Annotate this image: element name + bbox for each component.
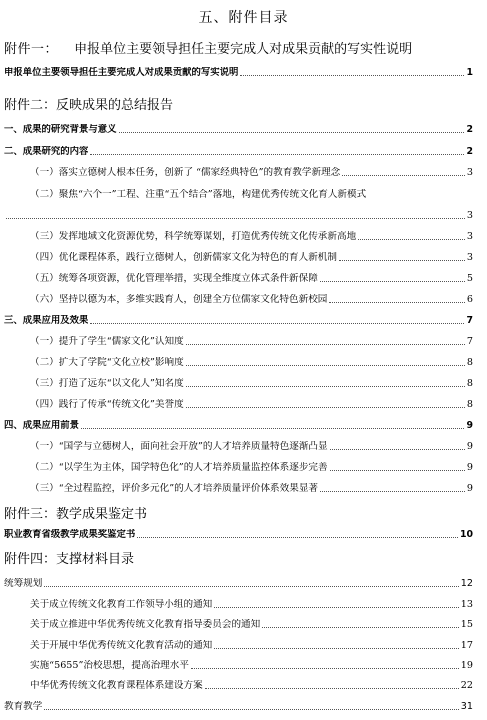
toc-entry-page: 6 [466, 294, 473, 305]
attachment-3-heading: 附件三：教学成果鉴定书 [4, 507, 148, 522]
toc-entry[interactable] [30, 230, 473, 243]
toc-entry-text: （四）优化课程体系，践行立德树人，创新儒家文化为特色的育人新机制 [30, 252, 337, 263]
dot-leader [186, 386, 465, 387]
dot-leader [90, 323, 464, 324]
toc-entry-page: 1 [466, 67, 473, 78]
toc-entry-page: 8 [466, 378, 473, 389]
toc-entry-text: 中华优秀传统文化教育课程体系建设方案 [30, 680, 203, 691]
toc-entry-page: 7 [466, 315, 473, 326]
toc-entry-page: 9 [466, 483, 473, 494]
toc-entry[interactable] [30, 335, 473, 348]
toc-entry-text: 二、成果研究的内容 [4, 146, 89, 157]
dot-leader [186, 407, 465, 408]
toc-entry[interactable] [30, 440, 473, 453]
toc-entry-text: （二）扩大了学院“文化立校”影响度 [30, 357, 184, 368]
toc-entry-page: 9 [466, 462, 473, 473]
toc-entry[interactable] [30, 251, 473, 264]
toc-entry[interactable] [30, 377, 473, 390]
dot-leader [214, 648, 459, 649]
dot-leader [205, 688, 459, 689]
dot-leader [320, 281, 465, 282]
dot-leader [358, 239, 465, 240]
toc-entry-page: 9 [466, 420, 473, 431]
toc-entry-text: （三）发挥地域文化资源优势，科学统筹谋划，打造优秀传统文化传承新高地 [30, 231, 357, 242]
toc-entry-page: 17 [460, 640, 473, 651]
dot-leader [329, 302, 464, 303]
toc-entry-continuation[interactable] [4, 209, 473, 222]
toc-entry-text: 四、成果应用前景 [4, 420, 80, 431]
dot-leader [44, 709, 458, 710]
dot-leader [214, 607, 459, 608]
toc-entry-text: 教育教学 [4, 701, 43, 712]
dot-leader [262, 627, 459, 628]
toc-entry[interactable] [30, 639, 473, 652]
toc-entry[interactable] [30, 188, 483, 201]
toc-entry[interactable] [30, 482, 473, 495]
dot-leader [186, 365, 465, 366]
toc-entry[interactable] [4, 700, 473, 713]
toc-entry-page: 9 [466, 441, 473, 452]
toc-entry-text: （六）坚持以德为本，多维实践育人，创建全方位儒家文化特色新校园 [30, 294, 328, 305]
toc-entry-text: （四）践行了传承“传统文化”美誉度 [30, 399, 184, 410]
toc-entry-text: （五）统筹各项资源，优化管理举措，实现全维度立体式条件新保障 [30, 273, 318, 284]
toc-entry-text: （一）“国学与立德树人，面向社会开放”的人才培养质量特色逐渐凸显 [30, 441, 328, 452]
toc-entry-text: 统筹规划 [4, 578, 43, 589]
dot-leader [186, 344, 465, 345]
toc-entry[interactable] [4, 66, 473, 79]
attachment-1-heading [4, 38, 412, 57]
dot-leader [339, 260, 465, 261]
toc-entry[interactable] [30, 272, 473, 285]
toc-entry-text: 实施“5655”治校思想，提高治理水平 [30, 660, 189, 671]
toc-entry-text: 一、成果的研究背景与意义 [4, 124, 117, 135]
toc-entry[interactable] [4, 528, 473, 541]
page-title: 五、附件目录 [198, 10, 289, 26]
toc-entry-page: 3 [466, 252, 473, 263]
toc-entry-text: （一）落实立德树人根本任务，创新了 “儒家经典特色”的教育教学新理念 [30, 167, 341, 178]
toc-entry-page: 3 [466, 167, 473, 178]
toc-entry[interactable] [4, 314, 473, 327]
toc-entry-page: 8 [466, 357, 473, 368]
toc-entry-text: 关于成立传统文化教育工作领导小组的通知 [30, 599, 213, 610]
toc-entry-text: 申报单位主要领导担任主要完成人对成果贡献的写实说明 [4, 67, 239, 78]
toc-entry-page: 10 [459, 529, 473, 540]
attachment-1-label: 附件一： [4, 42, 59, 57]
toc-entry[interactable] [4, 123, 473, 136]
toc-entry-page: 2 [466, 146, 473, 157]
toc-entry-page: 15 [460, 619, 473, 630]
toc-entry-page: 8 [466, 399, 473, 410]
toc-entry[interactable] [30, 598, 473, 611]
toc-entry-page: 5 [466, 273, 473, 284]
toc-entry[interactable] [30, 166, 473, 179]
dot-leader [191, 668, 459, 669]
attachment-1-title: 申报单位主要领导担任主要完成人对成果贡献的写实性说明 [74, 42, 413, 57]
dot-leader [330, 470, 465, 471]
toc-entry-text: （一）提升了学生“儒家文化”认知度 [30, 336, 184, 347]
attachment-4-heading: 附件四：支撑材料目录 [4, 552, 135, 567]
toc-entry[interactable] [30, 293, 473, 306]
dot-leader [90, 154, 464, 155]
toc-entry-text: （三）“全过程监控，评价多元化”的人才培养质量评价体系效果显著 [30, 483, 319, 494]
toc-entry[interactable] [30, 618, 473, 631]
toc-entry-page: 19 [460, 660, 473, 671]
toc-entry-page: 22 [460, 680, 473, 691]
toc-entry[interactable] [30, 679, 473, 692]
toc-entry[interactable] [4, 577, 473, 590]
toc-entry[interactable] [4, 419, 473, 432]
toc-entry[interactable] [30, 659, 473, 672]
attachment-2-heading: 附件二：反映成果的总结报告 [4, 98, 174, 113]
toc-entry-text: （三）打造了远东“以文化人”知名度 [30, 378, 184, 389]
dot-leader [342, 175, 465, 176]
dot-leader [119, 132, 465, 133]
dot-leader [137, 537, 458, 538]
toc-entry[interactable] [30, 356, 473, 369]
dot-leader [6, 218, 465, 219]
toc-entry-text: （二）聚焦“六个一”工程、注重“五个结合”落地，构建优秀传统文化育人新模式 [30, 189, 367, 200]
toc-entry-page: 31 [460, 701, 473, 712]
toc-entry-text: 职业教育省级教学成果奖鉴定书 [4, 529, 136, 540]
toc-entry-text: 关于开展中华优秀传统文化教育活动的通知 [30, 640, 213, 651]
toc-entry-page: 12 [460, 578, 473, 589]
dot-leader [320, 491, 465, 492]
toc-entry-page: 2 [466, 124, 473, 135]
dot-leader [44, 586, 458, 587]
toc-entry-page: 7 [466, 336, 473, 347]
toc-entry[interactable] [30, 398, 473, 411]
toc-entry-text: 三、成果应用及效果 [4, 315, 89, 326]
toc-entry[interactable] [4, 145, 473, 158]
toc-entry-page: 3 [466, 231, 473, 242]
dot-leader [330, 449, 465, 450]
toc-entry[interactable] [30, 461, 473, 474]
toc-entry-page: 3 [466, 210, 473, 221]
toc-entry-page: 13 [460, 599, 473, 610]
dot-leader [240, 75, 464, 76]
dot-leader [81, 428, 464, 429]
toc-entry-text: （二）“以学生为主体，国学特色化”的人才培养质量监控体系逐步完善 [30, 462, 328, 473]
toc-entry-text: 关于成立推进中华优秀传统文化教育指导委员会的通知 [30, 619, 261, 630]
